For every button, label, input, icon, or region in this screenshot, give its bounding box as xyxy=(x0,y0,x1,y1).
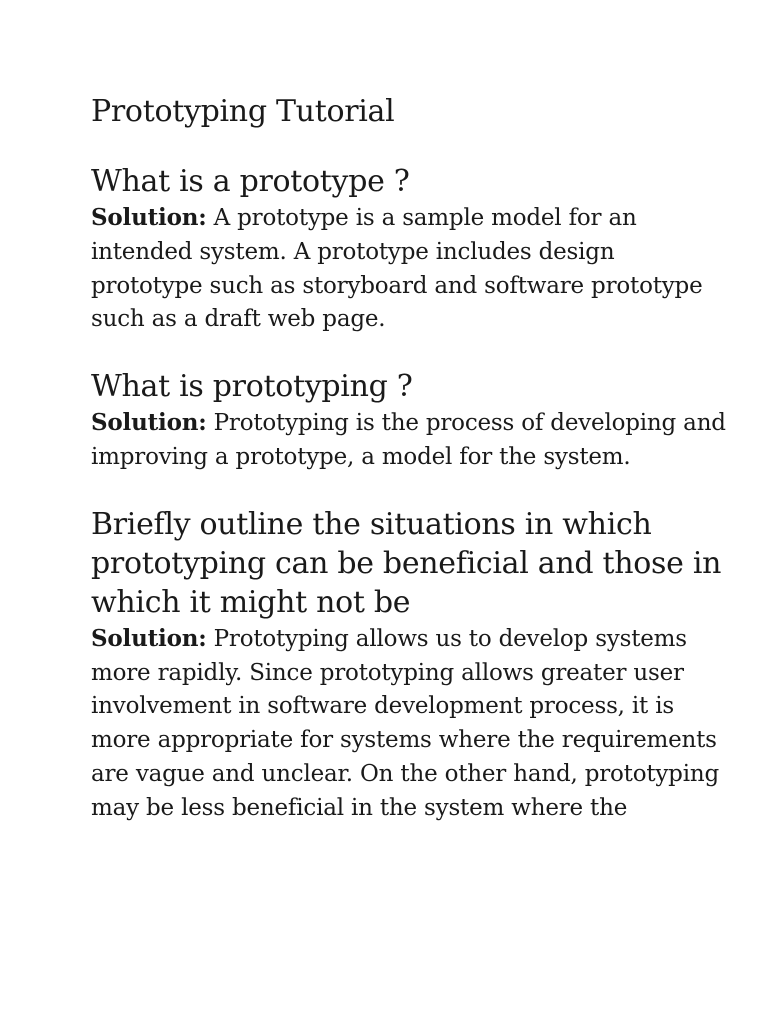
answer-text-2: Prototyping is the process of developing and improving a prototype, a model for the system. xyxy=(91,410,726,470)
solution-label: Solution: xyxy=(91,204,207,231)
document-title: Prototyping Tutorial xyxy=(91,94,395,129)
answer-1 xyxy=(91,201,731,337)
solution-label: Solution: xyxy=(91,624,207,652)
question-3: Briefly outline the situations in which prototyping can be beneficial and those in which it might not be xyxy=(91,506,722,620)
qa-section-3 xyxy=(91,505,731,826)
answer-text-1: A prototype is a sample model for an intended system. A prototype includes design prototype such as storyboard and software prototype such as a draft web page. xyxy=(91,205,703,333)
answer-2 xyxy=(91,406,731,475)
answer-text-3: Prototyping allows us to develop systems more rapidly. Since prototyping allows greater user involvement in software development process, it is more appropriate for systems where the requirements are vague and unclear. On the other hand, prototyping may be less beneficial in the system where the xyxy=(91,625,719,821)
solution-label: Solution: xyxy=(91,409,207,437)
question-1: What is a prototype ? xyxy=(91,164,410,199)
document-page xyxy=(91,92,731,856)
answer-3 xyxy=(91,622,731,826)
question-2: What is prototyping ? xyxy=(91,369,413,405)
qa-section-2 xyxy=(91,367,731,475)
qa-section-1 xyxy=(91,162,731,337)
